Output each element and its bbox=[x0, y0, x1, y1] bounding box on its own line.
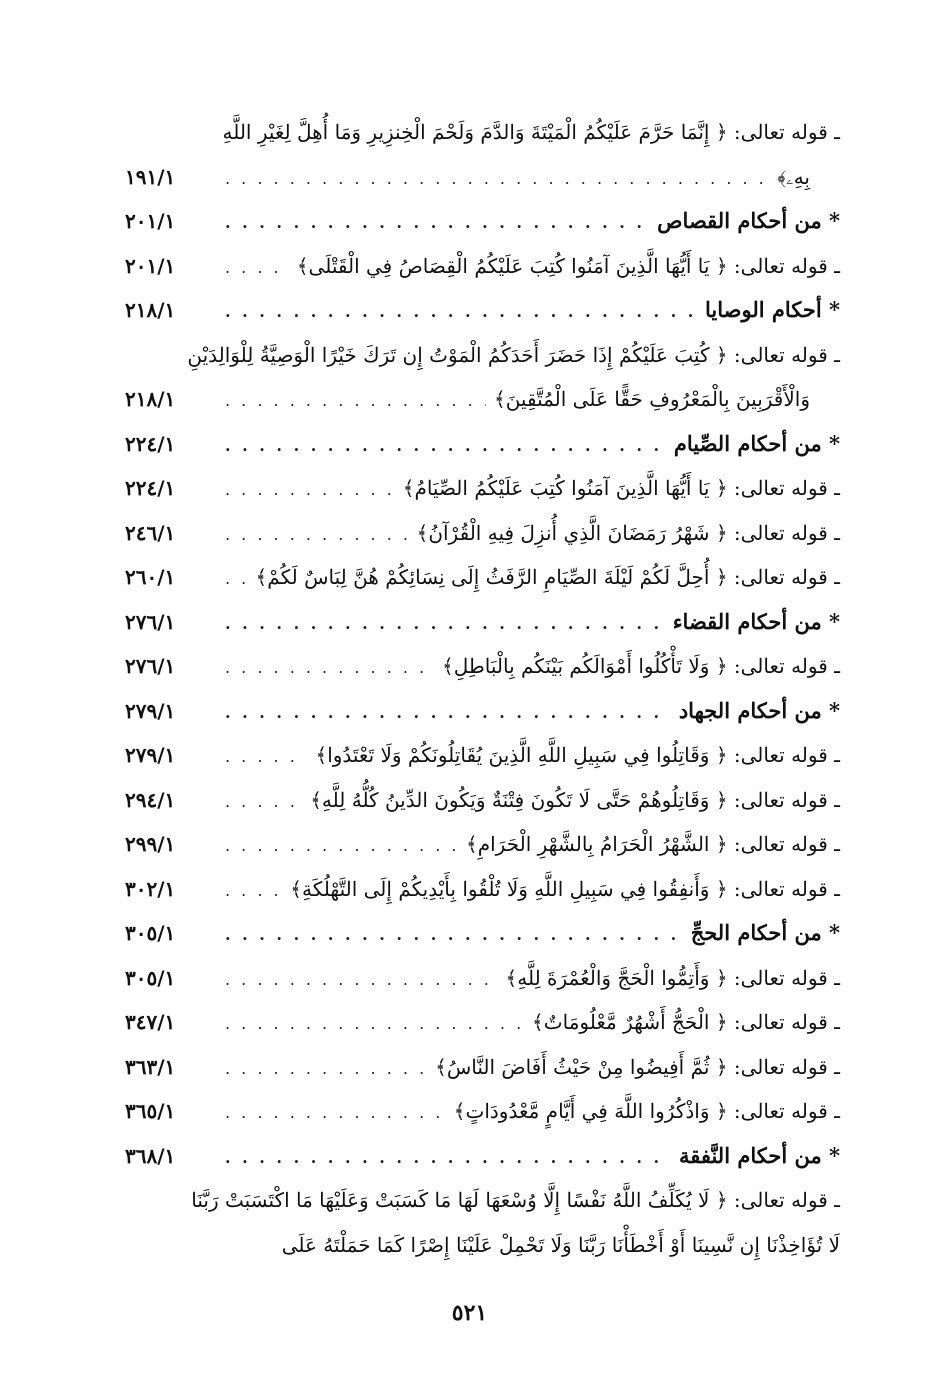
page-reference: ٢٦٠/١ bbox=[125, 565, 176, 589]
entry-text: * من أحكام الصِّيام bbox=[673, 430, 840, 456]
page-reference: ٣٦٥/١ bbox=[125, 1099, 176, 1123]
entry-text: ـ قوله تعالى: ﴿ كُتِبَ عَلَيْكُمْ إِذَا حَضَرَ أَحَدَكُمُ الْمَوْتُ إِن تَرَكَ خَيْرًا الْوَصِيَّةُ لِلْوَالِدَيْنِ bbox=[187, 342, 840, 367]
page-reference: ٢٢٤/١ bbox=[125, 476, 176, 500]
page-reference: ٢٧٩/١ bbox=[125, 698, 176, 723]
page-reference: ٣٠٢/١ bbox=[125, 876, 176, 901]
entry-text: ـ قوله تعالى: ﴿ وَأَنفِقُوا فِي سَبِيلِ اللَّهِ وَلَا تُلْقُوا بِأَيْدِيكُمْ إِلَى التَّهْلُكَةِ﴾ bbox=[290, 876, 840, 901]
leader-dots bbox=[225, 246, 289, 291]
section-heading bbox=[125, 422, 840, 467]
entry-text: * من أحكام القصاص bbox=[657, 208, 840, 233]
page-reference: ٢٩٩/١ bbox=[125, 832, 176, 856]
leader-dots bbox=[225, 1091, 446, 1136]
leader-dots bbox=[225, 691, 671, 736]
section-heading bbox=[125, 1134, 840, 1179]
page-reference: ٢١٨/١ bbox=[125, 387, 176, 411]
entry-text: ـ قوله تعالى: ﴿ يَا أَيُّهَا الَّذِينَ آمَنُوا كُتِبَ عَلَيْكُمُ الْقِصَاصُ فِي الْقَتْلَى﴾ bbox=[296, 253, 840, 278]
leader-dots bbox=[225, 513, 409, 558]
section-heading bbox=[125, 911, 840, 956]
index-page bbox=[125, 110, 840, 1267]
index-entry bbox=[125, 155, 840, 200]
entry-text: ـ قوله تعالى: ﴿ وَقَاتِلُوهُمْ حَتَّى لَا تَكُونَ فِتْنَةٌ وَيَكُونَ الدِّينُ كُلُّهُ لِلَّهِ﴾ bbox=[310, 787, 840, 812]
leader-dots bbox=[225, 913, 683, 958]
index-entry bbox=[125, 956, 840, 1001]
page-reference: ٣٤٧/١ bbox=[125, 1010, 176, 1034]
entry-text: ـ قوله تعالى: ﴿ شَهْرُ رَمَضَانَ الَّذِي أُنزِلَ فِيهِ الْقُرْآنُ﴾ bbox=[416, 520, 840, 545]
index-entry bbox=[125, 333, 840, 378]
section-heading bbox=[125, 199, 840, 244]
entry-text: ـ قوله تعالى: ﴿ وَأَتِمُّوا الْحَجَّ وَالْعُمْرَةَ لِلَّهِ﴾ bbox=[505, 965, 840, 990]
page-reference: ٣٠٥/١ bbox=[125, 921, 176, 945]
entry-text: * أحكام الوصايا bbox=[705, 297, 840, 322]
index-entry bbox=[125, 377, 840, 422]
index-entry bbox=[125, 1178, 840, 1223]
entry-text: ـ قوله تعالى: ﴿ وَلَا تَأْكُلُوا أَمْوَالَكُم بَيْنَكُم بِالْبَاطِلِ﴾ bbox=[442, 654, 840, 678]
entry-text: ـ قوله تعالى: ﴿ لَا يُكَلِّفُ اللَّهُ نَفْسًا إِلَّا وُسْعَهَا لَهَا مَا كَسَبَتْ وَعَلَيْهَا مَا اكْتَسَبَتْ رَبَّنَا bbox=[191, 1188, 840, 1212]
entry-text: وَالْأَقْرَبِينَ بِالْمَعْرُوفِ حَقًّا عَلَى الْمُتَّقِينَ﴾ bbox=[493, 387, 810, 411]
entry-text: * من أحكام القضاء bbox=[672, 608, 840, 634]
page-reference: ٢٧٩/١ bbox=[125, 743, 176, 767]
entry-text: * من أحكام الجهاد bbox=[678, 697, 840, 723]
leader-dots bbox=[225, 157, 769, 202]
index-entry bbox=[125, 110, 840, 155]
leader-dots bbox=[225, 869, 282, 914]
index-entry bbox=[125, 778, 840, 823]
leader-dots bbox=[225, 468, 395, 513]
entry-text: ـ قوله تعالى: ﴿ أُحِلَّ لَكُمْ لَيْلَةَ الصِّيَامِ الرَّفَثُ إِلَى نِسَائِكُمْ هُنَّ لِبَاسٌ لَكُمْ﴾ bbox=[255, 565, 840, 589]
index-entry bbox=[125, 1223, 840, 1268]
page-reference: ٣٦٨/١ bbox=[125, 1143, 176, 1168]
leader-dots bbox=[225, 646, 434, 691]
page-reference: ٢٠١/١ bbox=[125, 209, 176, 233]
index-entry bbox=[125, 511, 840, 556]
entry-text: ـ قوله تعالى: ﴿ وَاذْكُرُوا اللَّهَ فِي أَيَّامٍ مَّعْدُودَاتٍ﴾ bbox=[453, 1099, 840, 1123]
index-entry bbox=[125, 1089, 840, 1134]
page-number: ٥٢١ bbox=[451, 1300, 488, 1326]
entry-text: * من أحكام الحجِّ bbox=[690, 920, 840, 945]
section-heading bbox=[125, 600, 840, 645]
page-reference: ٢٧٦/١ bbox=[125, 654, 176, 678]
section-heading bbox=[125, 689, 840, 734]
entry-text: ـ قوله تعالى: ﴿ وَقَاتِلُوا فِي سَبِيلِ اللَّهِ الَّذِينَ يُقَاتِلُونَكُمْ وَلَا تَعْتَدُوا﴾ bbox=[315, 743, 840, 767]
page-reference: ٢٧٦/١ bbox=[125, 609, 176, 634]
leader-dots bbox=[225, 1136, 671, 1181]
leader-dots bbox=[225, 958, 498, 1003]
leader-dots bbox=[225, 1047, 427, 1092]
page-reference: ١٩١/١ bbox=[125, 164, 176, 189]
index-entry bbox=[125, 644, 840, 689]
index-entry bbox=[125, 822, 840, 867]
leader-dots bbox=[225, 780, 302, 825]
leader-dots bbox=[225, 1002, 524, 1047]
page-reference: ٢٢٤/١ bbox=[125, 431, 176, 456]
index-entry bbox=[125, 244, 840, 289]
index-entry bbox=[125, 555, 840, 600]
leader-dots bbox=[225, 290, 697, 335]
entry-text: ـ قوله تعالى: ﴿ الْحَجُّ أَشْهُرٌ مَّعْلُومَاتٌ﴾ bbox=[532, 1010, 840, 1034]
entry-text: ـ قوله تعالى: ﴿ الشَّهْرُ الْحَرَامُ بِالشَّهْرِ الْحَرَامِ﴾ bbox=[466, 832, 840, 856]
index-entry bbox=[125, 867, 840, 912]
entry-text: ـ قوله تعالى: ﴿ يَا أَيُّهَا الَّذِينَ آمَنُوا كُتِبَ عَلَيْكُمُ الصِّيَامُ﴾ bbox=[402, 476, 840, 500]
entry-text: لَا تُؤَاخِذْنَا إِن نَّسِينَا أَوْ أَخْطَأْنَا رَبَّنَا وَلَا تَحْمِلْ عَلَيْنَا إِصْرًا كَمَا حَمَلْتَهُ عَلَى bbox=[281, 1232, 840, 1257]
leader-dots bbox=[225, 557, 248, 602]
page-reference: ٢٩٤/١ bbox=[125, 787, 176, 812]
index-entry bbox=[125, 466, 840, 511]
leader-dots bbox=[225, 824, 458, 869]
entry-text: * من أحكام النَّفقة bbox=[678, 1142, 840, 1168]
leader-dots bbox=[225, 735, 307, 780]
leader-dots bbox=[225, 602, 665, 647]
page-reference: ٢٠١/١ bbox=[125, 253, 176, 278]
section-heading bbox=[125, 288, 840, 333]
entry-text: بِهِۦ﴾ bbox=[777, 164, 810, 189]
page-reference: ٣٠٥/١ bbox=[125, 965, 176, 990]
index-entry bbox=[125, 733, 840, 778]
entry-text: ـ قوله تعالى: ﴿ إِنَّمَا حَرَّمَ عَلَيْكُمُ الْمَيْتَةَ وَالدَّمَ وَلَحْمَ الْخِنزِيرِ وَمَا أُهِلَّ لِغَيْرِ اللَّهِ bbox=[222, 120, 840, 144]
leader-dots bbox=[225, 201, 649, 246]
page-reference: ٢١٨/١ bbox=[125, 298, 176, 322]
index-entry bbox=[125, 1045, 840, 1090]
page-reference: ٢٤٦/١ bbox=[125, 520, 176, 545]
leader-dots bbox=[225, 424, 666, 469]
leader-dots bbox=[225, 379, 486, 424]
entry-text: ـ قوله تعالى: ﴿ ثُمَّ أَفِيضُوا مِنْ حَيْثُ أَفَاضَ النَّاسُ﴾ bbox=[435, 1054, 840, 1079]
index-entry bbox=[125, 1000, 840, 1045]
page-reference: ٣٦٣/١ bbox=[125, 1054, 176, 1079]
